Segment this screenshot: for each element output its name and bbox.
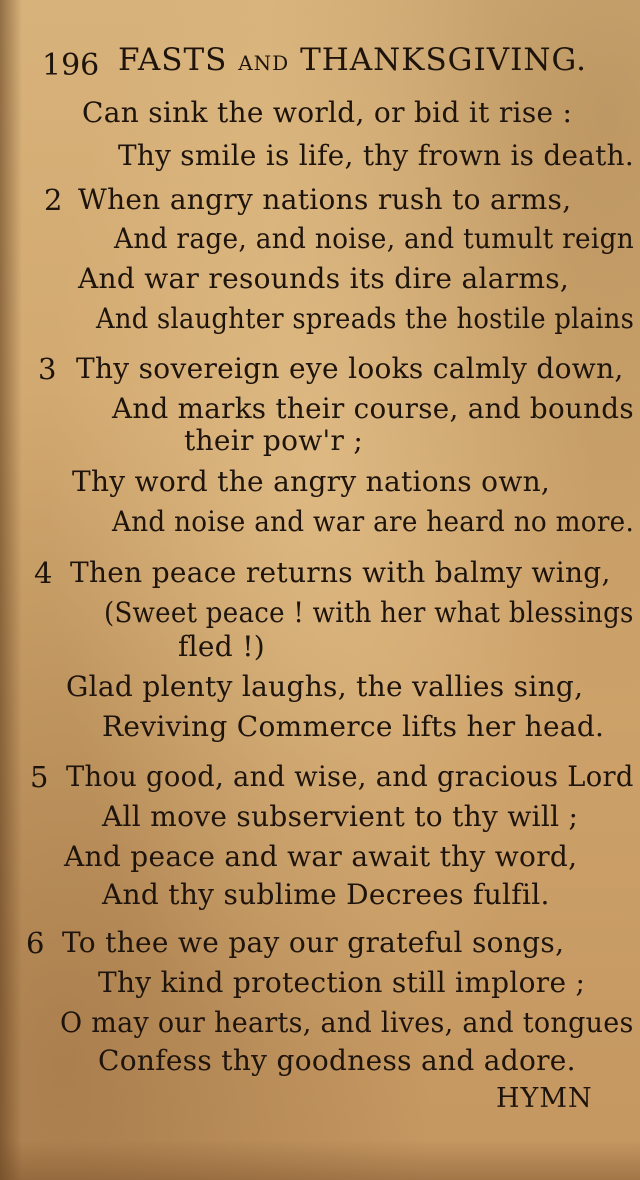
verse-line: And peace and war await thy word, [64,840,578,873]
verse-line: Glad plenty laughs, the vallies sing, [66,670,584,703]
verse-line: And slaughter spreads the hostile plains [96,302,635,335]
verse-line: When angry nations rush to arms, [78,183,572,216]
verse-line: O may our hearts, and lives, and tongues [60,1006,634,1039]
running-head [118,42,587,78]
stanza-number: 5 [30,760,49,794]
verse-line: Thy kind protection still implore ; [98,966,586,999]
catchword: HYMN [496,1083,593,1114]
verse-line: Then peace returns with balmy wing, [70,556,611,589]
continuation-line-1: Can sink the world, or bid it rise : [82,96,573,129]
stanza-number: 4 [34,556,53,590]
verse-line: And noise and war are heard no more. [112,505,635,538]
page-header [42,42,587,92]
page-number: 196 [42,48,100,83]
verse-line: Confess thy goodness and adore. [98,1044,576,1077]
verse-line: (Sweet peace ! with her what blessings [104,596,634,629]
verse-line: All move subservient to thy will ; [102,800,579,833]
stanza-number: 3 [38,352,57,386]
verse-line: And marks their course, and bounds [112,392,634,425]
running-head-part1: FASTS [118,42,228,78]
verse-line: Reviving Commerce lifts her head. [102,710,605,743]
stanza-number: 2 [44,183,63,217]
verse-line: fled !) [178,630,265,663]
verse-line: And thy sublime Decrees fulfil. [102,878,550,911]
verse-line: Thy word the angry nations own, [72,465,551,498]
verse-line: And war resounds its dire alarms, [78,262,570,295]
verse-line: And rage, and noise, and tumult reign [114,222,635,255]
verse-line: Thy sovereign eye looks calmly down, [76,352,624,385]
verse-line: Thou good, and wise, and gracious Lord [66,760,634,793]
verse-line: To thee we pay our grateful songs, [62,926,565,959]
running-head-part2: THANKSGIVING. [300,42,587,78]
stanza-number: 6 [26,926,45,960]
page-shadow-left [0,0,22,1180]
page-shadow-bottom [0,1140,640,1180]
running-head-joiner: AND [238,51,290,75]
verse-line: their pow'r ; [184,424,364,457]
continuation-line-2: Thy smile is life, thy frown is death. [118,139,634,172]
